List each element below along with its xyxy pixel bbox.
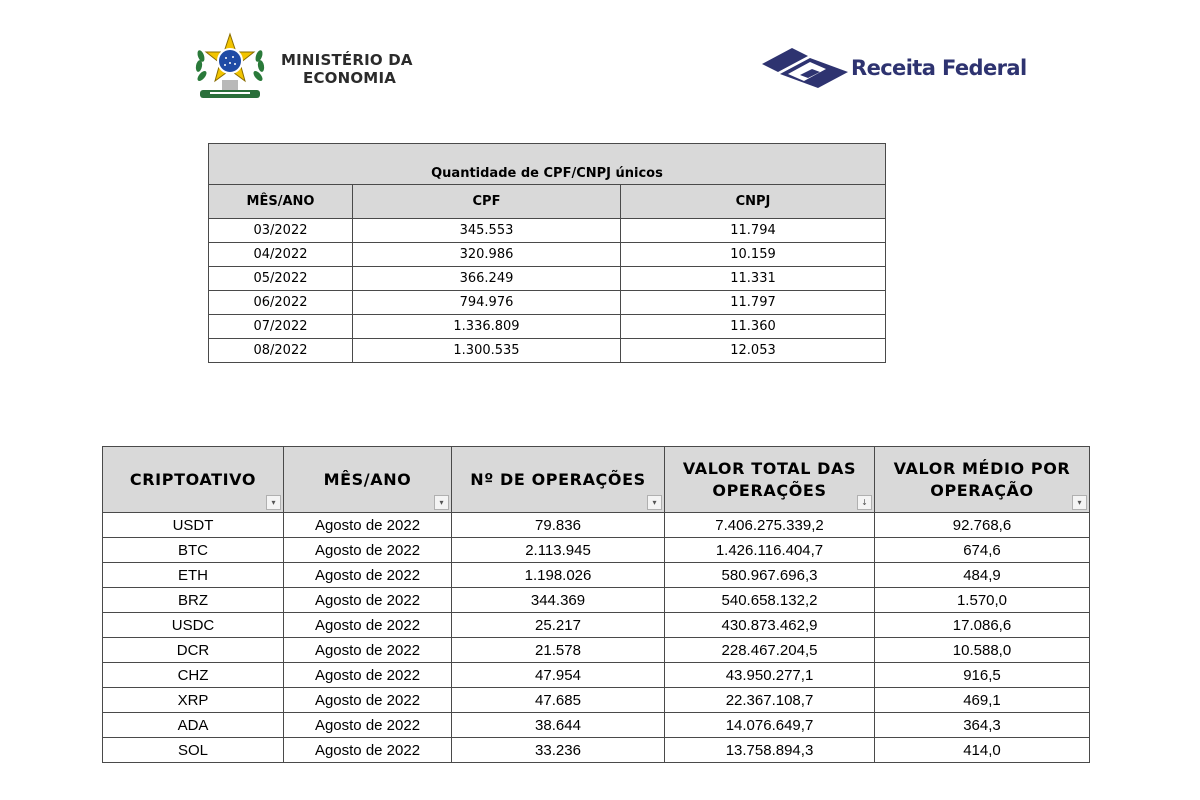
table-cell: Agosto de 2022 bbox=[284, 688, 452, 713]
table2-header-valor-medio bbox=[875, 447, 1090, 513]
table1-header-cnpj: CNPJ bbox=[621, 185, 886, 219]
table-cell: 2.113.945 bbox=[452, 538, 665, 563]
table-row bbox=[103, 538, 1090, 563]
table-cell: Agosto de 2022 bbox=[284, 613, 452, 638]
table-cell: BTC bbox=[103, 538, 284, 563]
table-cell: 47.954 bbox=[452, 663, 665, 688]
receita-federal-name: Receita Federal bbox=[851, 56, 1027, 80]
table-cell: 320.986 bbox=[353, 243, 621, 267]
table-cell: 14.076.649,7 bbox=[665, 713, 875, 738]
table-cell: 22.367.108,7 bbox=[665, 688, 875, 713]
table-cell: 1.426.116.404,7 bbox=[665, 538, 875, 563]
table-cell: 7.406.275.339,2 bbox=[665, 513, 875, 538]
table-cell: 794.976 bbox=[353, 291, 621, 315]
table-cell: 13.758.894,3 bbox=[665, 738, 875, 763]
table-cell: 1.198.026 bbox=[452, 563, 665, 588]
table1-header-cpf: CPF bbox=[353, 185, 621, 219]
table-cell: 580.967.696,3 bbox=[665, 563, 875, 588]
table-cell: 11.331 bbox=[621, 267, 886, 291]
table-cell: 47.685 bbox=[452, 688, 665, 713]
table-row bbox=[103, 713, 1090, 738]
table-cell: 38.644 bbox=[452, 713, 665, 738]
table-row bbox=[209, 267, 886, 291]
table2-header-num-operacoes bbox=[452, 447, 665, 513]
ministry-name bbox=[281, 51, 413, 87]
table1-header-mes-ano: MÊS/ANO bbox=[209, 185, 353, 219]
table-row bbox=[209, 219, 886, 243]
table-cell: Agosto de 2022 bbox=[284, 563, 452, 588]
filter-dropdown-icon[interactable]: ▾ bbox=[266, 495, 281, 510]
table-cell: 1.570,0 bbox=[875, 588, 1090, 613]
brasao-coat-of-arms-icon bbox=[188, 32, 272, 104]
table-cell: 10.159 bbox=[621, 243, 886, 267]
table-cell: 916,5 bbox=[875, 663, 1090, 688]
table-row bbox=[209, 339, 886, 363]
table-cell: ADA bbox=[103, 713, 284, 738]
ministry-line-2: ECONOMIA bbox=[303, 69, 397, 87]
table-row bbox=[103, 638, 1090, 663]
filter-active-icon[interactable]: ▾ bbox=[434, 495, 449, 510]
table-row bbox=[209, 291, 886, 315]
table-cell: 07/2022 bbox=[209, 315, 353, 339]
table-cell: 344.369 bbox=[452, 588, 665, 613]
table-cell: XRP bbox=[103, 688, 284, 713]
header-label: CRIPTOATIVO bbox=[129, 469, 257, 489]
table-row bbox=[103, 688, 1090, 713]
table-cell: 469,1 bbox=[875, 688, 1090, 713]
table-cell: 540.658.132,2 bbox=[665, 588, 875, 613]
table-cell: 11.797 bbox=[621, 291, 886, 315]
table-cell: 08/2022 bbox=[209, 339, 353, 363]
table-cell: Agosto de 2022 bbox=[284, 663, 452, 688]
unique-cpf-cnpj-table bbox=[208, 143, 886, 363]
table1-title: Quantidade de CPF/CNPJ únicos bbox=[209, 144, 886, 185]
table-cell: 345.553 bbox=[353, 219, 621, 243]
table-row bbox=[103, 588, 1090, 613]
table-cell: ETH bbox=[103, 563, 284, 588]
table-cell: 430.873.462,9 bbox=[665, 613, 875, 638]
filter-dropdown-icon[interactable]: ▾ bbox=[1072, 495, 1087, 510]
table-cell: 11.794 bbox=[621, 219, 886, 243]
table-cell: Agosto de 2022 bbox=[284, 638, 452, 663]
table-cell: 05/2022 bbox=[209, 267, 353, 291]
filter-dropdown-icon[interactable]: ▾ bbox=[647, 495, 662, 510]
table-row bbox=[103, 513, 1090, 538]
table-cell: USDT bbox=[103, 513, 284, 538]
table-cell: USDC bbox=[103, 613, 284, 638]
table-cell: 03/2022 bbox=[209, 219, 353, 243]
table-cell: 21.578 bbox=[452, 638, 665, 663]
table-cell: 10.588,0 bbox=[875, 638, 1090, 663]
table-cell: BRZ bbox=[103, 588, 284, 613]
table-cell: 414,0 bbox=[875, 738, 1090, 763]
header-label: VALOR TOTAL DAS OPERAÇÕES bbox=[682, 458, 857, 500]
table-cell: Agosto de 2022 bbox=[284, 738, 452, 763]
table-cell: 43.950.277,1 bbox=[665, 663, 875, 688]
table-cell: 92.768,6 bbox=[875, 513, 1090, 538]
table-row bbox=[103, 613, 1090, 638]
table2-header-criptoativo bbox=[103, 447, 284, 513]
table-row bbox=[103, 563, 1090, 588]
table-cell: 228.467.204,5 bbox=[665, 638, 875, 663]
table-cell: 79.836 bbox=[452, 513, 665, 538]
table-cell: 366.249 bbox=[353, 267, 621, 291]
table-cell: Agosto de 2022 bbox=[284, 713, 452, 738]
receita-federal-logo-icon bbox=[760, 42, 850, 94]
table2-header-mes-ano bbox=[284, 447, 452, 513]
sort-descending-icon[interactable]: ↓ bbox=[857, 495, 872, 510]
table-row bbox=[103, 738, 1090, 763]
table-cell: 04/2022 bbox=[209, 243, 353, 267]
table-cell: 25.217 bbox=[452, 613, 665, 638]
ministry-line-1: MINISTÉRIO DA bbox=[281, 51, 413, 69]
table-row bbox=[103, 663, 1090, 688]
table-cell: 11.360 bbox=[621, 315, 886, 339]
header-label: Nº DE OPERAÇÕES bbox=[470, 469, 646, 489]
header-label: MÊS/ANO bbox=[323, 469, 412, 489]
table-cell: Agosto de 2022 bbox=[284, 538, 452, 563]
table-cell: SOL bbox=[103, 738, 284, 763]
table-cell: Agosto de 2022 bbox=[284, 588, 452, 613]
table-cell: 1.336.809 bbox=[353, 315, 621, 339]
table-cell: 484,9 bbox=[875, 563, 1090, 588]
crypto-operations-table bbox=[102, 446, 1090, 763]
table-cell: 364,3 bbox=[875, 713, 1090, 738]
table-cell: 17.086,6 bbox=[875, 613, 1090, 638]
table-row bbox=[209, 243, 886, 267]
table-row bbox=[209, 315, 886, 339]
table2-header-valor-total bbox=[665, 447, 875, 513]
table-cell: DCR bbox=[103, 638, 284, 663]
table-cell: 33.236 bbox=[452, 738, 665, 763]
header-label: VALOR MÉDIO POR OPERAÇÃO bbox=[893, 458, 1071, 500]
table-cell: CHZ bbox=[103, 663, 284, 688]
table-cell: 1.300.535 bbox=[353, 339, 621, 363]
table-cell: 12.053 bbox=[621, 339, 886, 363]
table-cell: 674,6 bbox=[875, 538, 1090, 563]
table-cell: 06/2022 bbox=[209, 291, 353, 315]
table-cell: Agosto de 2022 bbox=[284, 513, 452, 538]
